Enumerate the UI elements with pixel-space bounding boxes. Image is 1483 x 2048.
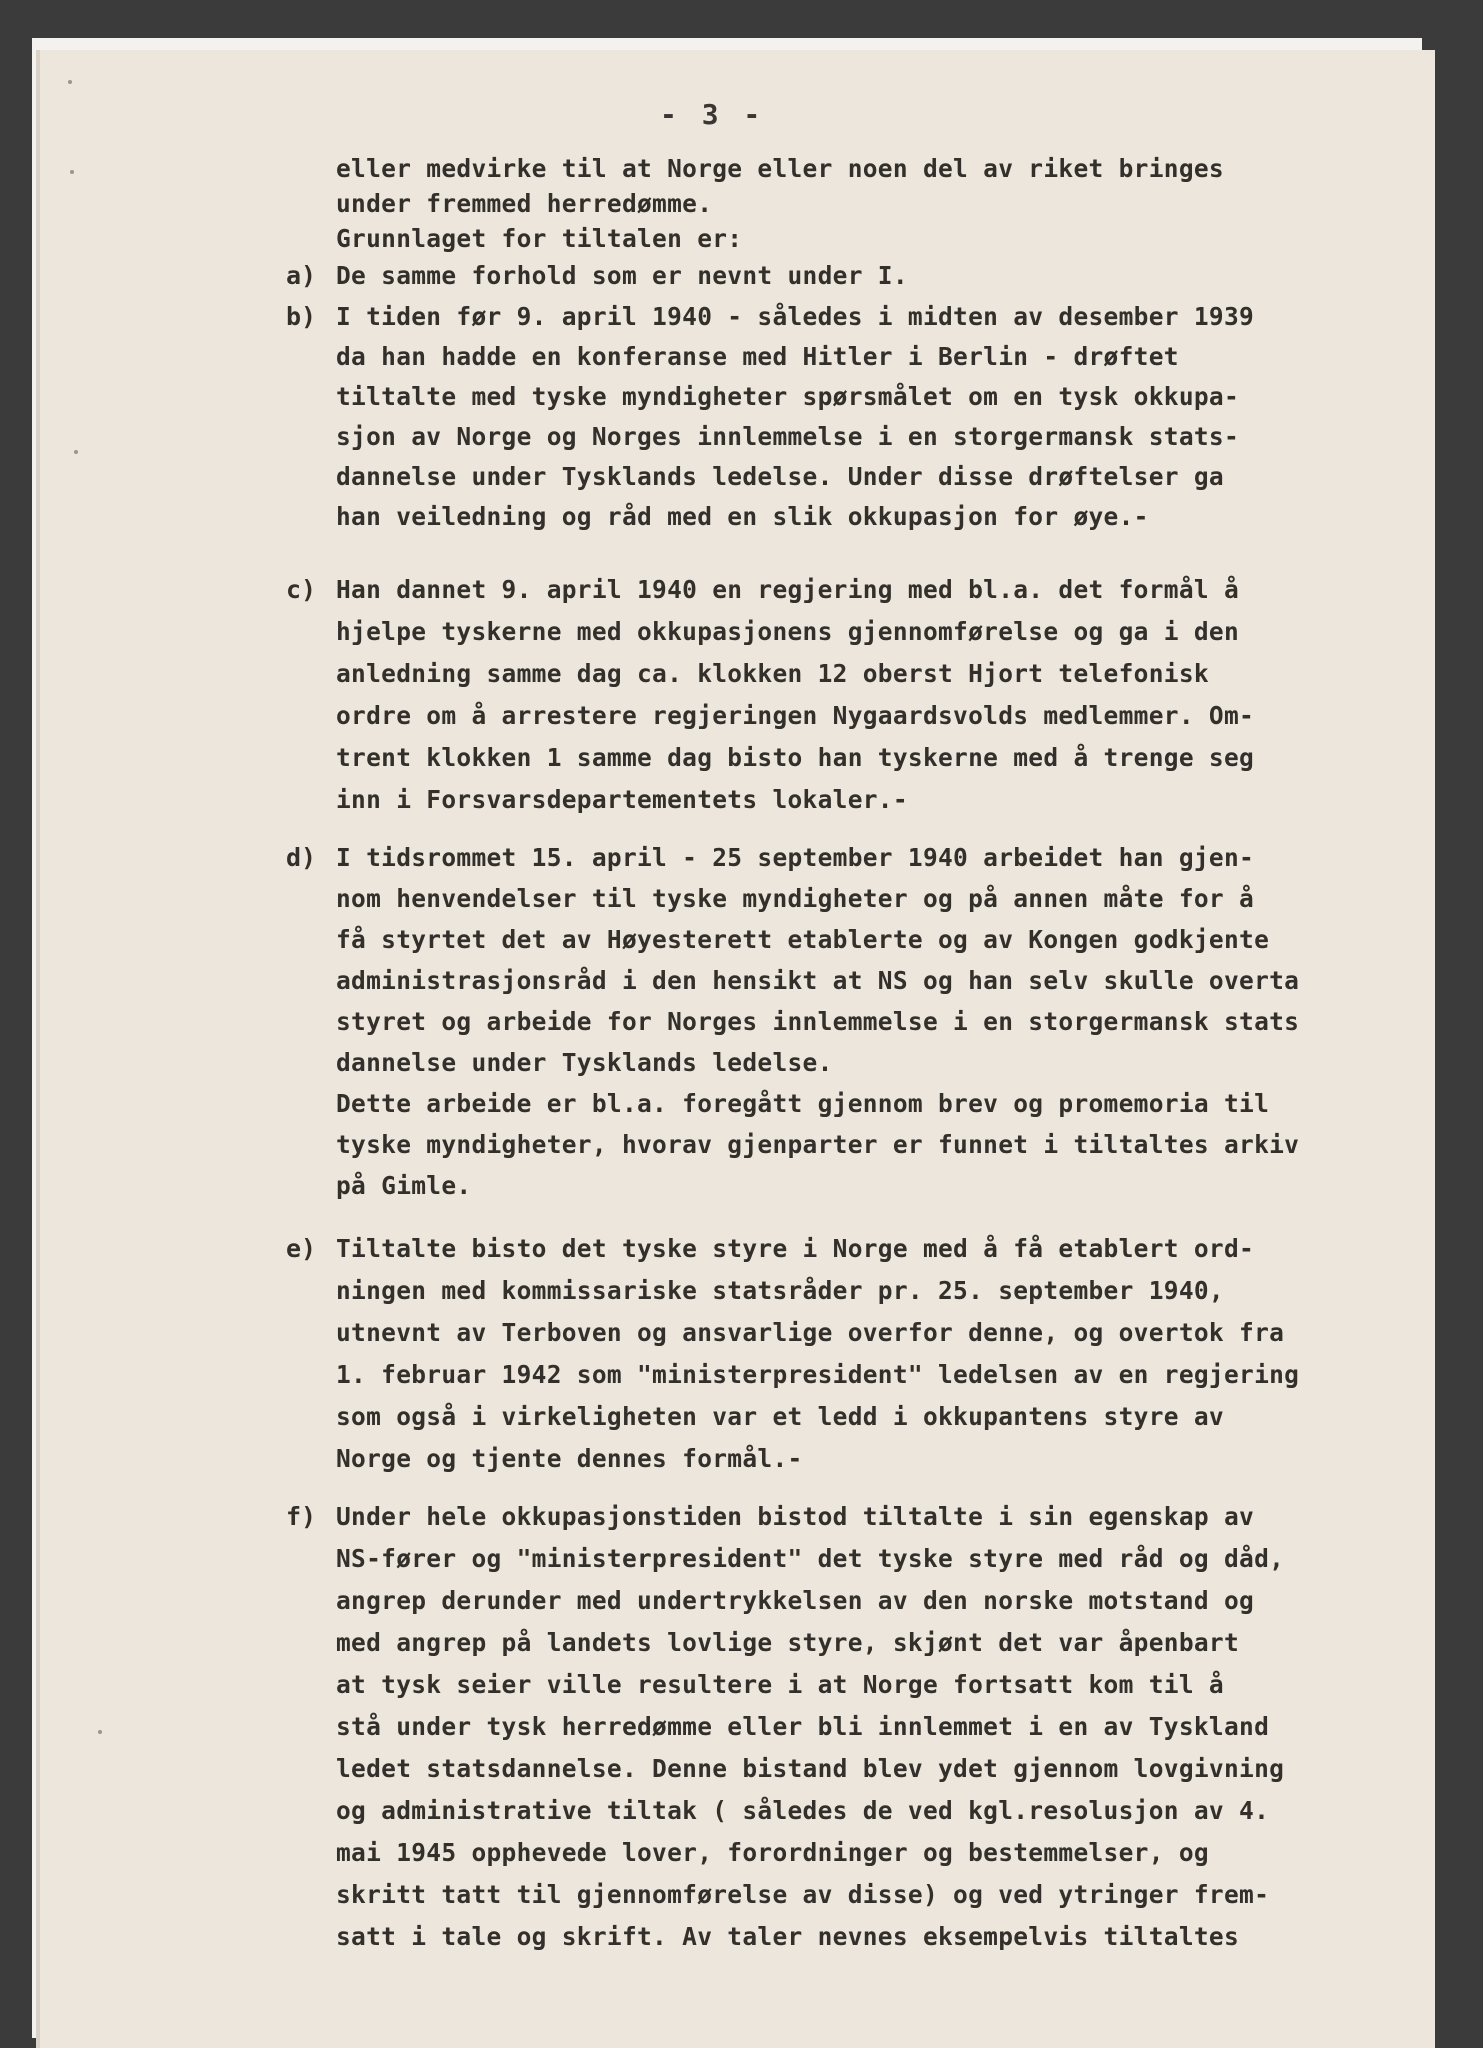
paper-speck	[98, 1730, 102, 1734]
text-line: med angrep på landets lovlige styre, skjønt det var åpenbart	[336, 1628, 1240, 1657]
section-label-f: f)	[286, 1502, 317, 1531]
text-line: skritt tatt til gjennomførelse av disse) og ved ytringer frem-	[336, 1880, 1270, 1909]
text-line: Norge og tjente dennes formål.-	[336, 1444, 803, 1473]
text-line: De samme forhold som er nevnt under I.	[336, 261, 908, 290]
text-line: inn i Forsvarsdepartementets lokaler.-	[336, 785, 908, 814]
text-line: utnevnt av Terboven og ansvarlige overfor denne, og overtok fra	[336, 1318, 1285, 1347]
text-line: ledet statsdannelse. Denne bistand blev ydet gjennom lovgivning	[336, 1754, 1285, 1783]
section-label-a: a)	[286, 261, 317, 290]
text-line: Dette arbeide er bl.a. foregått gjennom brev og promemoria til	[336, 1089, 1270, 1118]
text-line: angrep derunder med undertrykkelsen av den norske motstand og	[336, 1586, 1255, 1615]
text-line: ningen med kommissariske statsråder pr. 25. september 1940,	[336, 1276, 1224, 1305]
section-label-c: c)	[286, 575, 317, 604]
text-line: Tiltalte bisto det tyske styre i Norge med å få etablert ord-	[336, 1234, 1255, 1263]
text-line: hjelpe tyskerne med okkupasjonens gjennomførelse og ga i den	[336, 617, 1240, 646]
text-line: 1. februar 1942 som "ministerpresident" ledelsen av en regjering	[336, 1360, 1300, 1389]
text-line: satt i tale og skrift. Av taler nevnes eksempelvis tiltaltes	[336, 1922, 1240, 1951]
text-line: og administrative tiltak ( således de ved kgl.resolusjon av 4.	[336, 1796, 1270, 1825]
text-line: han veiledning og råd med en slik okkupasjon for øye.-	[336, 502, 1149, 531]
section-label-e: e)	[286, 1234, 317, 1263]
text-line: tyske myndigheter, hvorav gjenparter er funnet i tiltaltes arkiv	[336, 1130, 1300, 1159]
section-label-d: d)	[286, 843, 317, 872]
page-number: - 3 -	[660, 98, 765, 131]
text-line: at tysk seier ville resultere i at Norge fortsatt kom til å	[336, 1670, 1224, 1699]
text-line: Grunnlaget for tiltalen er:	[336, 224, 743, 253]
text-line: da han hadde en konferanse med Hitler i Berlin - drøftet	[336, 342, 1179, 371]
text-line: administrasjonsråd i den hensikt at NS og han selv skulle overta	[336, 966, 1300, 995]
text-line: anledning samme dag ca. klokken 12 oberst Hjort telefonisk	[336, 659, 1209, 688]
text-line: nom henvendelser til tyske myndigheter og på annen måte for å	[336, 884, 1255, 913]
text-line: I tiden før 9. april 1940 - således i midten av desember 1939	[336, 302, 1255, 331]
paper-speck	[68, 80, 72, 84]
text-line: dannelse under Tysklands ledelse. Under disse drøftelser ga	[336, 462, 1224, 491]
text-line: sjon av Norge og Norges innlemmelse i en storgermansk stats-	[336, 422, 1240, 451]
text-line: under fremmed herredømme.	[336, 189, 713, 218]
text-line: som også i virkeligheten var et ledd i okkupantens styre av	[336, 1402, 1224, 1431]
text-line: dannelse under Tysklands ledelse.	[336, 1048, 833, 1077]
text-line: mai 1945 opphevede lover, forordninger og bestemmelser, og	[336, 1838, 1209, 1867]
text-line: eller medvirke til at Norge eller noen del av riket bringes	[336, 154, 1224, 183]
section-label-b: b)	[286, 302, 317, 331]
text-line: få styrtet det av Høyesterett etablerte og av Kongen godkjente	[336, 925, 1270, 954]
paper-speck	[74, 450, 78, 454]
text-line: NS-fører og "ministerpresident" det tyske styre med råd og dåd,	[336, 1544, 1285, 1573]
text-line: tiltalte med tyske myndigheter spørsmålet om en tysk okkupa-	[336, 382, 1240, 411]
text-line: styret og arbeide for Norges innlemmelse i en storgermansk stats	[336, 1007, 1300, 1036]
text-line: trent klokken 1 samme dag bisto han tyskerne med å trenge seg	[336, 743, 1255, 772]
text-line: på Gimle.	[336, 1171, 472, 1200]
text-line: Under hele okkupasjonstiden bistod tiltalte i sin egenskap av	[336, 1502, 1255, 1531]
text-line: ordre om å arrestere regjeringen Nygaardsvolds medlemmer. Om-	[336, 701, 1255, 730]
text-line: Han dannet 9. april 1940 en regjering med bl.a. det formål å	[336, 575, 1240, 604]
text-line: stå under tysk herredømme eller bli innlemmet i en av Tyskland	[336, 1712, 1270, 1741]
paper-speck	[70, 170, 74, 174]
text-line: I tidsrommet 15. april - 25 september 1940 arbeidet han gjen-	[336, 843, 1255, 872]
typed-page	[40, 50, 1435, 2048]
